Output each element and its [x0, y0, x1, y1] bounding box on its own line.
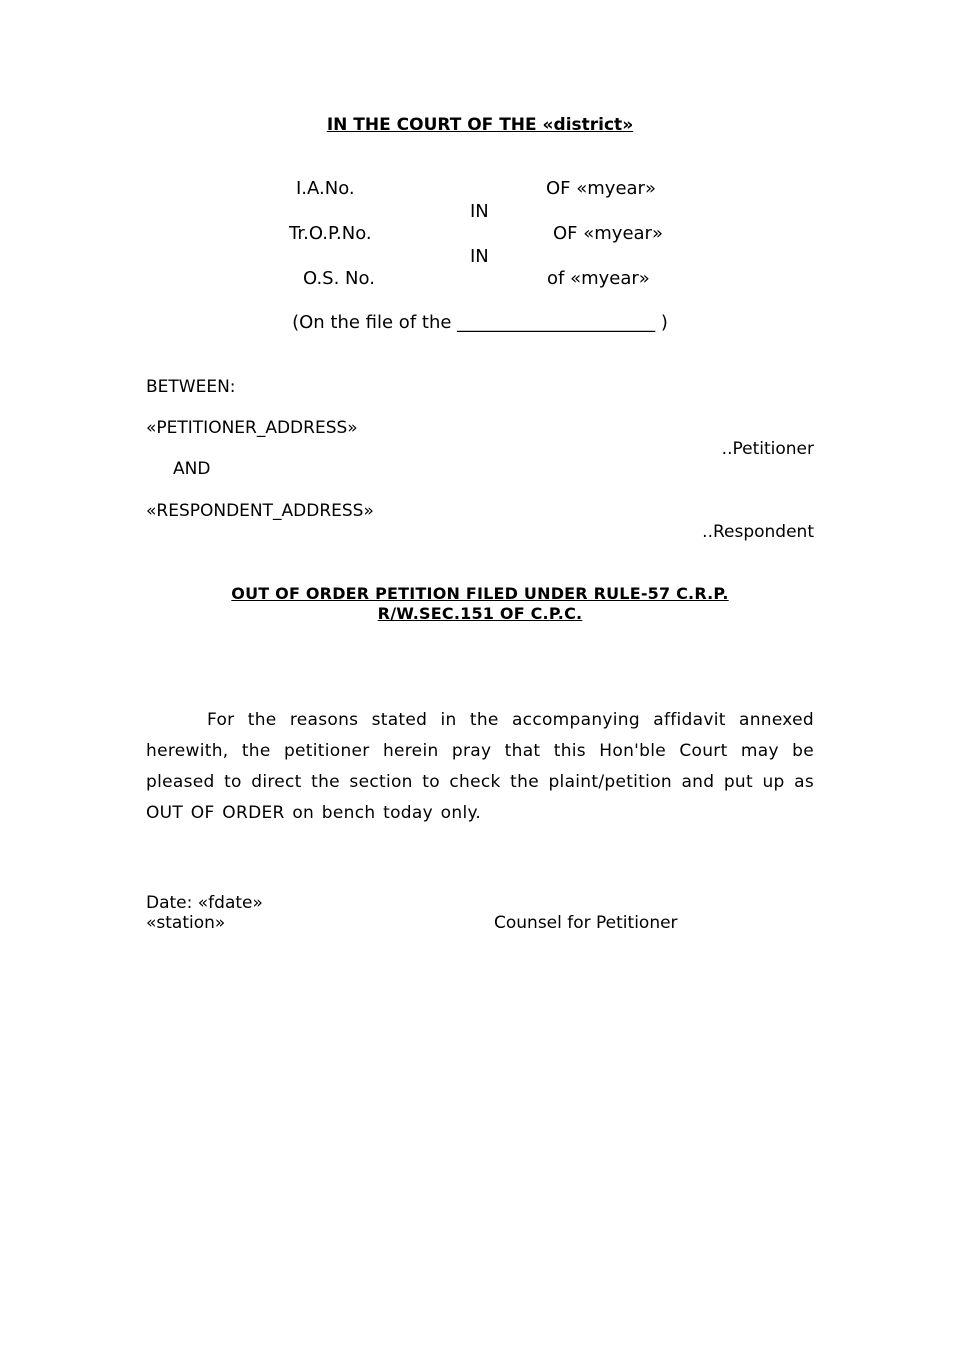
trop-number-label: Tr.O.P.No. [289, 223, 372, 244]
trop-year: OF «myear» [553, 223, 663, 244]
os-year: of «myear» [547, 268, 650, 289]
and-label: AND [173, 459, 211, 479]
petition-title-line-2: R/W.SEC.151 OF C.P.C. [377, 604, 583, 623]
date-line: Date: «fdate» [146, 893, 263, 913]
on-file-line: (On the file of the ______________________ ) [292, 312, 668, 333]
respondent-role: ..Respondent [702, 522, 814, 542]
in-connector-2: IN [470, 246, 489, 267]
ia-number-label: I.A.No. [296, 178, 355, 199]
petition-title-line-1: OUT OF ORDER PETITION FILED UNDER RULE-57 C.R.P. [231, 584, 729, 603]
ia-year: OF «myear» [546, 178, 656, 199]
court-title: IN THE COURT OF THE «district» [326, 115, 634, 135]
in-connector-1: IN [470, 201, 489, 222]
station-line: «station» [146, 913, 226, 933]
petitioner-address: «PETITIONER_ADDRESS» [146, 418, 358, 438]
os-number-label: O.S. No. [303, 268, 375, 289]
respondent-address: «RESPONDENT_ADDRESS» [146, 501, 374, 521]
counsel-signature-line: Counsel for Petitioner [494, 913, 678, 933]
between-label: BETWEEN: [146, 377, 236, 397]
body-paragraph: For the reasons stated in the accompanying affidavit annexed herewith, the petitioner herein pray that this Hon'ble Court may be pleased to direct the section to check the plaint/petition and put up as OUT OF ORDER on bench today only. [146, 710, 814, 823]
petitioner-role: ..Petitioner [721, 439, 814, 459]
